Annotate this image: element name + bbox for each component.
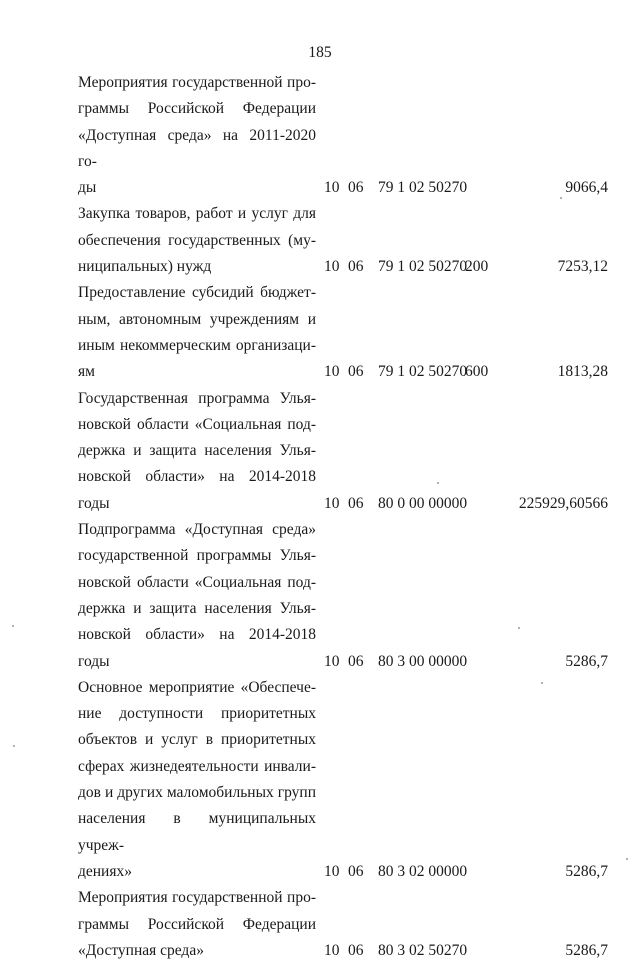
row-description (78, 70, 316, 201)
description-line: ниципальных) нужд (78, 258, 212, 276)
description-line: Закупка товаров, работ и услуг для (78, 205, 316, 223)
subsection-code: 06 (348, 258, 364, 276)
target-article-code: 80 0 00 00000 (378, 494, 468, 512)
row-amount: 1813,28 (557, 363, 608, 381)
row-description (78, 885, 316, 964)
section-code: 10 (324, 494, 340, 512)
description-line: новской области «Социальная под- (78, 573, 316, 591)
target-article-code: 80 3 02 50270 (378, 941, 468, 959)
description-line: граммы Российской Федерации (78, 100, 316, 118)
subsection-code: 06 (348, 941, 364, 959)
target-article-code: 79 1 02 50270 (378, 258, 468, 276)
description-line: держка и защита населения Улья- (78, 442, 316, 460)
target-article-code: 79 1 02 50270 (378, 363, 468, 381)
table-row (78, 517, 608, 675)
description-line: Государственная программа Улья- (78, 389, 316, 407)
row-description (78, 386, 316, 517)
section-code: 10 (324, 258, 340, 276)
description-line: «Доступная среда» на 2011-2020 го- (78, 126, 316, 170)
scan-speck (12, 625, 14, 627)
description-line: обеспечения государственных (му- (78, 231, 316, 249)
description-line: ям (78, 363, 95, 381)
subsection-code: 06 (348, 652, 364, 670)
row-amount: 5286,7 (565, 652, 608, 670)
table-row (78, 675, 608, 885)
row-amount: 5286,7 (565, 862, 608, 880)
subsection-code: 06 (348, 862, 364, 880)
row-description (78, 675, 316, 885)
description-line: Мероприятия государственной про- (78, 74, 316, 91)
row-description (78, 517, 316, 675)
scan-speck (560, 197, 562, 199)
description-line: ным, автономным учреждениям и (78, 310, 316, 328)
row-amount: 7253,12 (557, 258, 608, 276)
section-code: 10 (324, 363, 340, 381)
description-line: Основное мероприятие «Обеспече- (78, 678, 316, 696)
section-code: 10 (324, 862, 340, 880)
section-code: 10 (324, 179, 340, 197)
row-description (78, 201, 316, 280)
description-line: объектов и услуг в приоритетных (78, 731, 316, 749)
table-row (78, 885, 608, 964)
row-amount: 9066,4 (565, 179, 608, 197)
subsection-code: 06 (348, 179, 364, 197)
expense-type-code: 200 (465, 258, 489, 276)
subsection-code: 06 (348, 494, 364, 512)
table-row (78, 201, 608, 280)
description-line: ние доступности приоритетных (78, 705, 316, 723)
description-line: Предоставление субсидий бюджет- (78, 284, 316, 302)
description-line: граммы Российской Федерации (78, 915, 316, 933)
description-line: населения в муниципальных учреж- (78, 810, 316, 854)
description-line: иным некоммерческим организаци- (78, 336, 316, 354)
section-code: 10 (324, 652, 340, 670)
description-line: «Доступная среда» (78, 941, 204, 959)
budget-table (78, 70, 608, 964)
description-line: ды (78, 179, 97, 197)
row-description (78, 280, 316, 385)
target-article-code: 80 3 00 00000 (378, 652, 468, 670)
description-line: новской области» на 2014-2018 годы (78, 626, 316, 670)
row-amount: 5286,7 (565, 941, 608, 959)
scan-speck (541, 682, 543, 684)
description-line: дов и других маломобильных групп (78, 784, 316, 802)
description-line: Мероприятия государственной про- (78, 889, 316, 907)
description-line: новской области «Социальная под- (78, 415, 316, 433)
target-article-code: 79 1 02 50270 (378, 179, 468, 197)
scan-speck (437, 482, 439, 484)
scan-speck (626, 858, 628, 860)
description-line: новской области» на 2014-2018 годы (78, 468, 316, 512)
subsection-code: 06 (348, 363, 364, 381)
scan-speck (518, 627, 520, 629)
table-row (78, 386, 608, 517)
scan-speck (13, 745, 15, 747)
target-article-code: 80 3 02 00000 (378, 862, 468, 880)
expense-type-code: 600 (465, 363, 489, 381)
description-line: Подпрограмма «Доступная среда» (78, 521, 316, 539)
page-number: 185 (308, 44, 332, 61)
description-line: государственной программы Улья- (78, 547, 316, 565)
row-amount: 225929,60566 (518, 494, 608, 512)
section-code: 10 (324, 941, 340, 959)
description-line: сферах жизнедеятельности инвали- (78, 757, 316, 775)
table-row (78, 280, 608, 385)
description-line: держка и защита населения Улья- (78, 599, 316, 617)
table-row (78, 70, 608, 201)
description-line: дениях» (78, 862, 132, 880)
